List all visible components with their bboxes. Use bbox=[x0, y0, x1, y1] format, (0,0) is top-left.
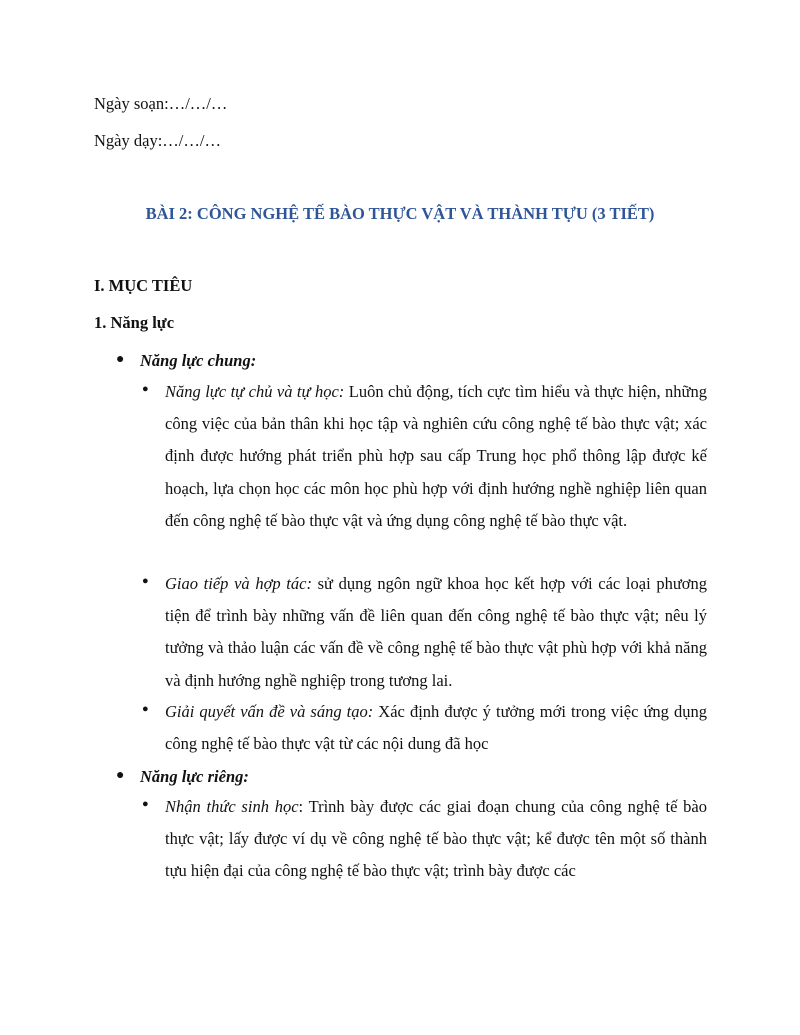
item-lead: Giải quyết vấn đề và sáng tạo: bbox=[165, 702, 374, 721]
lesson-title: BÀI 2: CÔNG NGHỆ TẾ BÀO THỰC VẬT VÀ THÀNH TỰU (3 TIẾT) bbox=[145, 204, 655, 223]
bullet-icon: ● bbox=[142, 798, 149, 810]
bullet-icon: ● bbox=[116, 352, 125, 367]
item-text: : Trình bày được các giai đoạn chung của công nghệ tế bào thực vật; lấy được ví dụ về công nghệ tế bào thực vật; kể được tên một số thành tựu hiện đại của công nghệ tế bào thực vật; trình bày được các bbox=[165, 797, 707, 881]
list-item bbox=[165, 376, 707, 537]
list-item bbox=[165, 568, 707, 697]
date-prepared: Ngày soạn:…/…/… bbox=[94, 94, 228, 113]
item-text: Luôn chủ động, tích cực tìm hiểu và thực hiện, những công việc của bản thân khi học tập và nghiên cứu công nghệ tế bào thực vật; xác định được hướng phát triển phù hợp sau cấp Trung học phổ thông lập được kế hoạch, lựa chọn học các môn học phù hợp với định hướng nghề nghiệp liên quan đến công nghệ tế bào thực vật và ứng dụng công nghệ tế bào thực vật. bbox=[165, 382, 708, 530]
bullet-icon: ● bbox=[142, 703, 149, 715]
item-lead: Năng lực tự chủ và tự học: bbox=[165, 382, 345, 401]
list-item bbox=[165, 696, 707, 760]
item-text: Xác định được ý tưởng mới trong việc ứng dụng công nghệ tế bào thực vật từ các nội dung đã học bbox=[165, 702, 707, 754]
bullet-icon: ● bbox=[116, 768, 125, 783]
bullet-icon: ● bbox=[142, 383, 149, 395]
item-text: sử dụng ngôn ngữ khoa học kết hợp với các loại phương tiện để trình bày những vấn đề liên quan đến công nghệ tế bào thực vật; nêu lý tưởng và thảo luận các vấn đề về công nghệ tế bào thực vật phù hợp với khả năng và định hướng nghề nghiệp trong tương lai. bbox=[165, 574, 707, 690]
subsection-heading: 1. Năng lực bbox=[94, 313, 175, 332]
bullet-icon: ● bbox=[142, 575, 149, 587]
section-heading: I. MỤC TIÊU bbox=[94, 276, 193, 295]
item-lead: Giao tiếp và hợp tác: bbox=[165, 574, 312, 593]
item-lead: Nhận thức sinh học bbox=[165, 797, 299, 816]
specific-competence-label: Năng lực riêng: bbox=[140, 767, 249, 786]
general-competence-label: Năng lực chung: bbox=[140, 351, 257, 370]
list-item bbox=[165, 791, 707, 888]
date-taught: Ngày dạy:…/…/… bbox=[94, 131, 221, 150]
